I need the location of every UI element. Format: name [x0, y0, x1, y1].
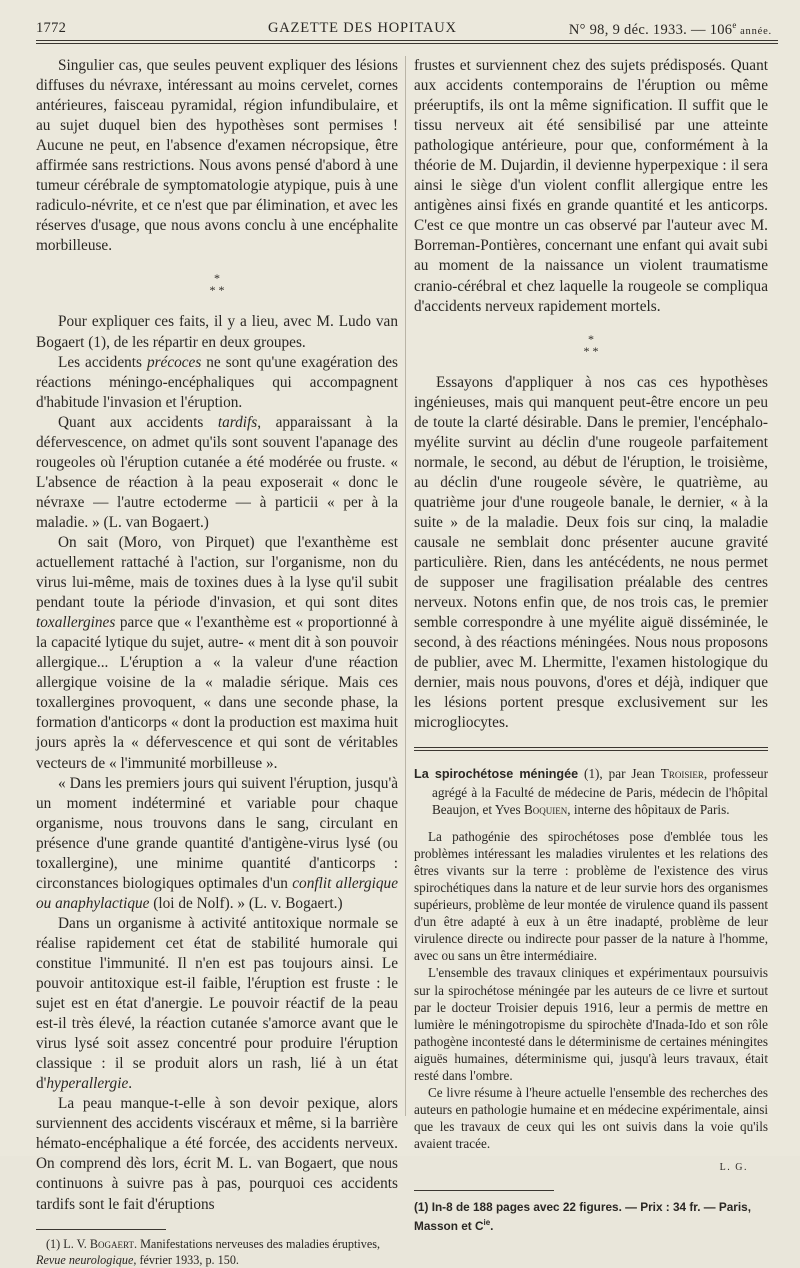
section-separator-stars: * * * — [583, 331, 599, 358]
header-rule — [36, 40, 778, 41]
paragraph: Singulier cas, que seules peuvent expliquer des lésions diffuses du névraxe, intéressant au moins cervelet, cornes antérieures, faisceau pyramidal, région infundibulaire, et au sujet duquel bien des hypothèses sont permises ! Aucune ne peut, en l'absence d'examen nécropsique, être affirmée sans restrictions. Nous avons pensé d'abord à une tumeur cérébrale de symptomatologie atypique, puis à une radiculo-névrite, et ce n'est que par élimination, et avec les réserves d'usage, que nous avons conclu à une encéphalite morbilleuse. — [36, 57, 398, 255]
journal-title: GAZETTE DES HOPITAUX — [268, 20, 457, 36]
footnote-rule — [36, 1229, 166, 1230]
page-header — [36, 20, 778, 42]
paragraph: On sait (Moro, von Pirquet) que l'exanthème est actuellement rattaché à l'action, sur l'organisme, non du virus lui-même, mais de toxines dues à la lyse qu'il subit pendant toute la période d'invasion, et qui sont dites toxallergines parce que « l'exanthème est « proportionné à la capacité lytique du sujet, autre- « ment dit à son pouvoir allergique... L'éruption a « la valeur d'une réaction allergique voisine de la « maladie sérique. Mais ces toxallergines provoquent, « dans une seconde phase, la formation d'anticorps « dont la production est maxima huit jours après la « défervescence et qui sont de véritables vecteurs de « l'immunité morbilleuse ». — [36, 533, 398, 772]
paragraph: Les accidents précoces ne sont qu'une exagération des réactions méningo-encéphaliques qui accompagnent d'habitude l'invasion et l'éruption. — [36, 353, 398, 411]
paragraph: frustes et surviennent chez des sujets prédisposés. Quant aux accidents contemporains de l'éruption ou même préeruptifs, ils ont la même signification. Il suffit que le tissu nerveux ait été sensibilisé par une atteinte pathologique antérieure, pour que, conformément à la théorie de M. Dujardin, il devienne hyperpexique : il sera ainsi le siège d'un violent conflit allergique entre les antigènes ainsi fixés en grande quantité et les anticorps. C'est ce que montre un cas observé par l'auteur avec M. Borreman-Pontières, concernant une enfant qui avait subi au moment de la naissance un violent traumatisme cranio-cérébral et chez laquelle la rougeole se compliqua d'accidents nerveux rapidement mortels. — [414, 57, 768, 315]
book-review — [414, 765, 768, 1233]
review-paragraph: La pathogénie des spirochétoses pose d'emblée tous les problèmes intéressant les maladies virulentes et les relations des êtres vivants sur la terre : problème de l'existence des virus spirochétiques dans la nature et de leur survie hors des organismes supérieurs, problème de leur montée de virulence quand ils passent d'un être adapté à eux à un être inadapté, problème de leur virulence directe ou indirecte pour passer de la nature à l'homme, avec ou sans un être intermédiaire. — [414, 828, 768, 964]
page-number: 1772 — [36, 20, 67, 36]
issue-info: N° 98, 9 déc. 1933. — 106e année. — [568, 20, 772, 38]
footnote: (1) L. V. Bogaert. Manifestations nerveuses des maladies éruptives, Revue neurologique, février 1933, p. 150. — [36, 1236, 381, 1267]
review-paragraph: L'ensemble des travaux cliniques et expérimentaux poursuivis sur la spirochétose méningée par les auteurs de ce livre et surtout par le docteur Troisier depuis 1916, leur a permis de mettre en lumière le méningotropisme du spirochète d'Inada-Ido et son rôle pathogène incontesté dans le déterminisme de certaines méningites aiguës humaines, déterminisme qui, jusqu'à leurs travaux, était resté dans l'ombre. — [414, 965, 768, 1084]
paragraph: Pour expliquer ces faits, il y a lieu, avec M. Ludo van Bogaert (1), de les répartir en deux groupes. — [36, 313, 398, 351]
review-heading: La spirochétose méningée (1), par Jean Troisier, professeur agrégé à la Faculté de médecine de Paris, médecin de l'hôpital Beaujon, et Yves Boquien, interne des hôpitaux de Paris. — [414, 766, 768, 817]
paragraph: Essayons d'appliquer à nos cas ces hypothèses ingénieuses, mais qui manquent peut-être encore un peu de toute la clarté désirable. Dans le premier, l'encéphalo-myélite survint au déclin d'une rougeole parfaitement normale, le second, au début de l'éruption, le troisième, au déclin d'une rougeole sévère, le quatrième, au quatrième jour d'une rougeole banale, le dernier, « à la suite » de la maladie. Deux fois sur cinq, la maladie causale ne semblait donc présenter aucune gravité particulière. Rien, dans les antécédents, ne nous permet de supposer une fragilisation préalable des centres nerveux. Notons enfin que, de nos trois cas, le premier semble correspondre à une myélite aiguë disséminée, le second, à des réactions méningées. Nous nous proposons de publier, avec M. Lhermitte, l'examen histologique du dernier, mais nous pouvons, d'ores et déjà, indiquer que les lésions portent presque exclusivement sur les microgliocytes. — [414, 373, 768, 732]
column-divider — [405, 56, 406, 1116]
section-separator-stars: * * * — [209, 271, 225, 298]
paragraph: Quant aux accidents tardifs, apparaissant à la défervescence, on admet qu'ils sont souvent l'apanage des rougeoles où l'éruption cutanée a été modérée ou fruste. « L'absence de réaction à la peau exposerait « donc le névraxe — l'autre ectoderme — à particii « per à la maladie. » (L. van Bogaert.) — [36, 413, 398, 531]
paragraph: Dans un organisme à activité antitoxique normale se réalise rapidement cet état de stabilité humorale qui constitue l'immunité. Il n'en est pas toujours ainsi. Le pouvoir antitoxique est-il faible, l'éruption est fruste : le sujet est en état d'anergie. Le pouvoir réactif de la peau est-il très élevé, la réaction cutanée s'amorce avant que le virus lysé soit assez concentré pour produire l'éruption classique : il se produit alors un rash, lié à un état d'hyperallergie. — [36, 914, 398, 1093]
review-signature: L. G. — [719, 1161, 748, 1173]
review-title: La spirochétose méningée — [414, 767, 579, 782]
review-paragraph: Ce livre résume à l'heure actuelle l'ensemble des recherches des auteurs en pathologie humaine et en médecine expérimentale, ainsi que les travaux de ceux qui les ont suivis dans la voie qu'ils avaient tracée. — [414, 1085, 768, 1152]
header-rule-double — [36, 43, 778, 44]
review-rule — [414, 747, 768, 748]
right-column — [414, 56, 768, 1234]
review-footnote: (1) In-8 de 188 pages avec 22 figures. — Prix : 34 fr. — Paris, Masson et $C^{ie}$. — [414, 1199, 752, 1233]
review-rule-double — [414, 750, 768, 751]
paragraph: La peau manque-t-elle à son devoir pexique, alors surviennent des accidents viscéraux et même, si la barrière hémato-encéphalique a été forcée, des accidents nerveux. On comprend dès lors, écrit M. L. van Bogaert, que nous continuons à suivre pas à pas, pourquoi ces accidents tardifs sont le fait d'éruptions — [36, 1095, 398, 1213]
paragraph: « Dans les premiers jours qui suivent l'éruption, jusqu'à un moment indéterminé et variable pour chaque organisme, nous trouvons dans le sang, circulant en présence d'une grande quantité d'antigène-virus lysé (ou toxallergine), une minime quantité d'anticorps : circonstances biologiques optimales d'un conflit allergique ou anaphylactique (loi de Nolf). » (L. v. Bogaert.) — [36, 774, 398, 912]
footnote-rule — [414, 1190, 554, 1191]
left-column — [36, 56, 398, 1268]
